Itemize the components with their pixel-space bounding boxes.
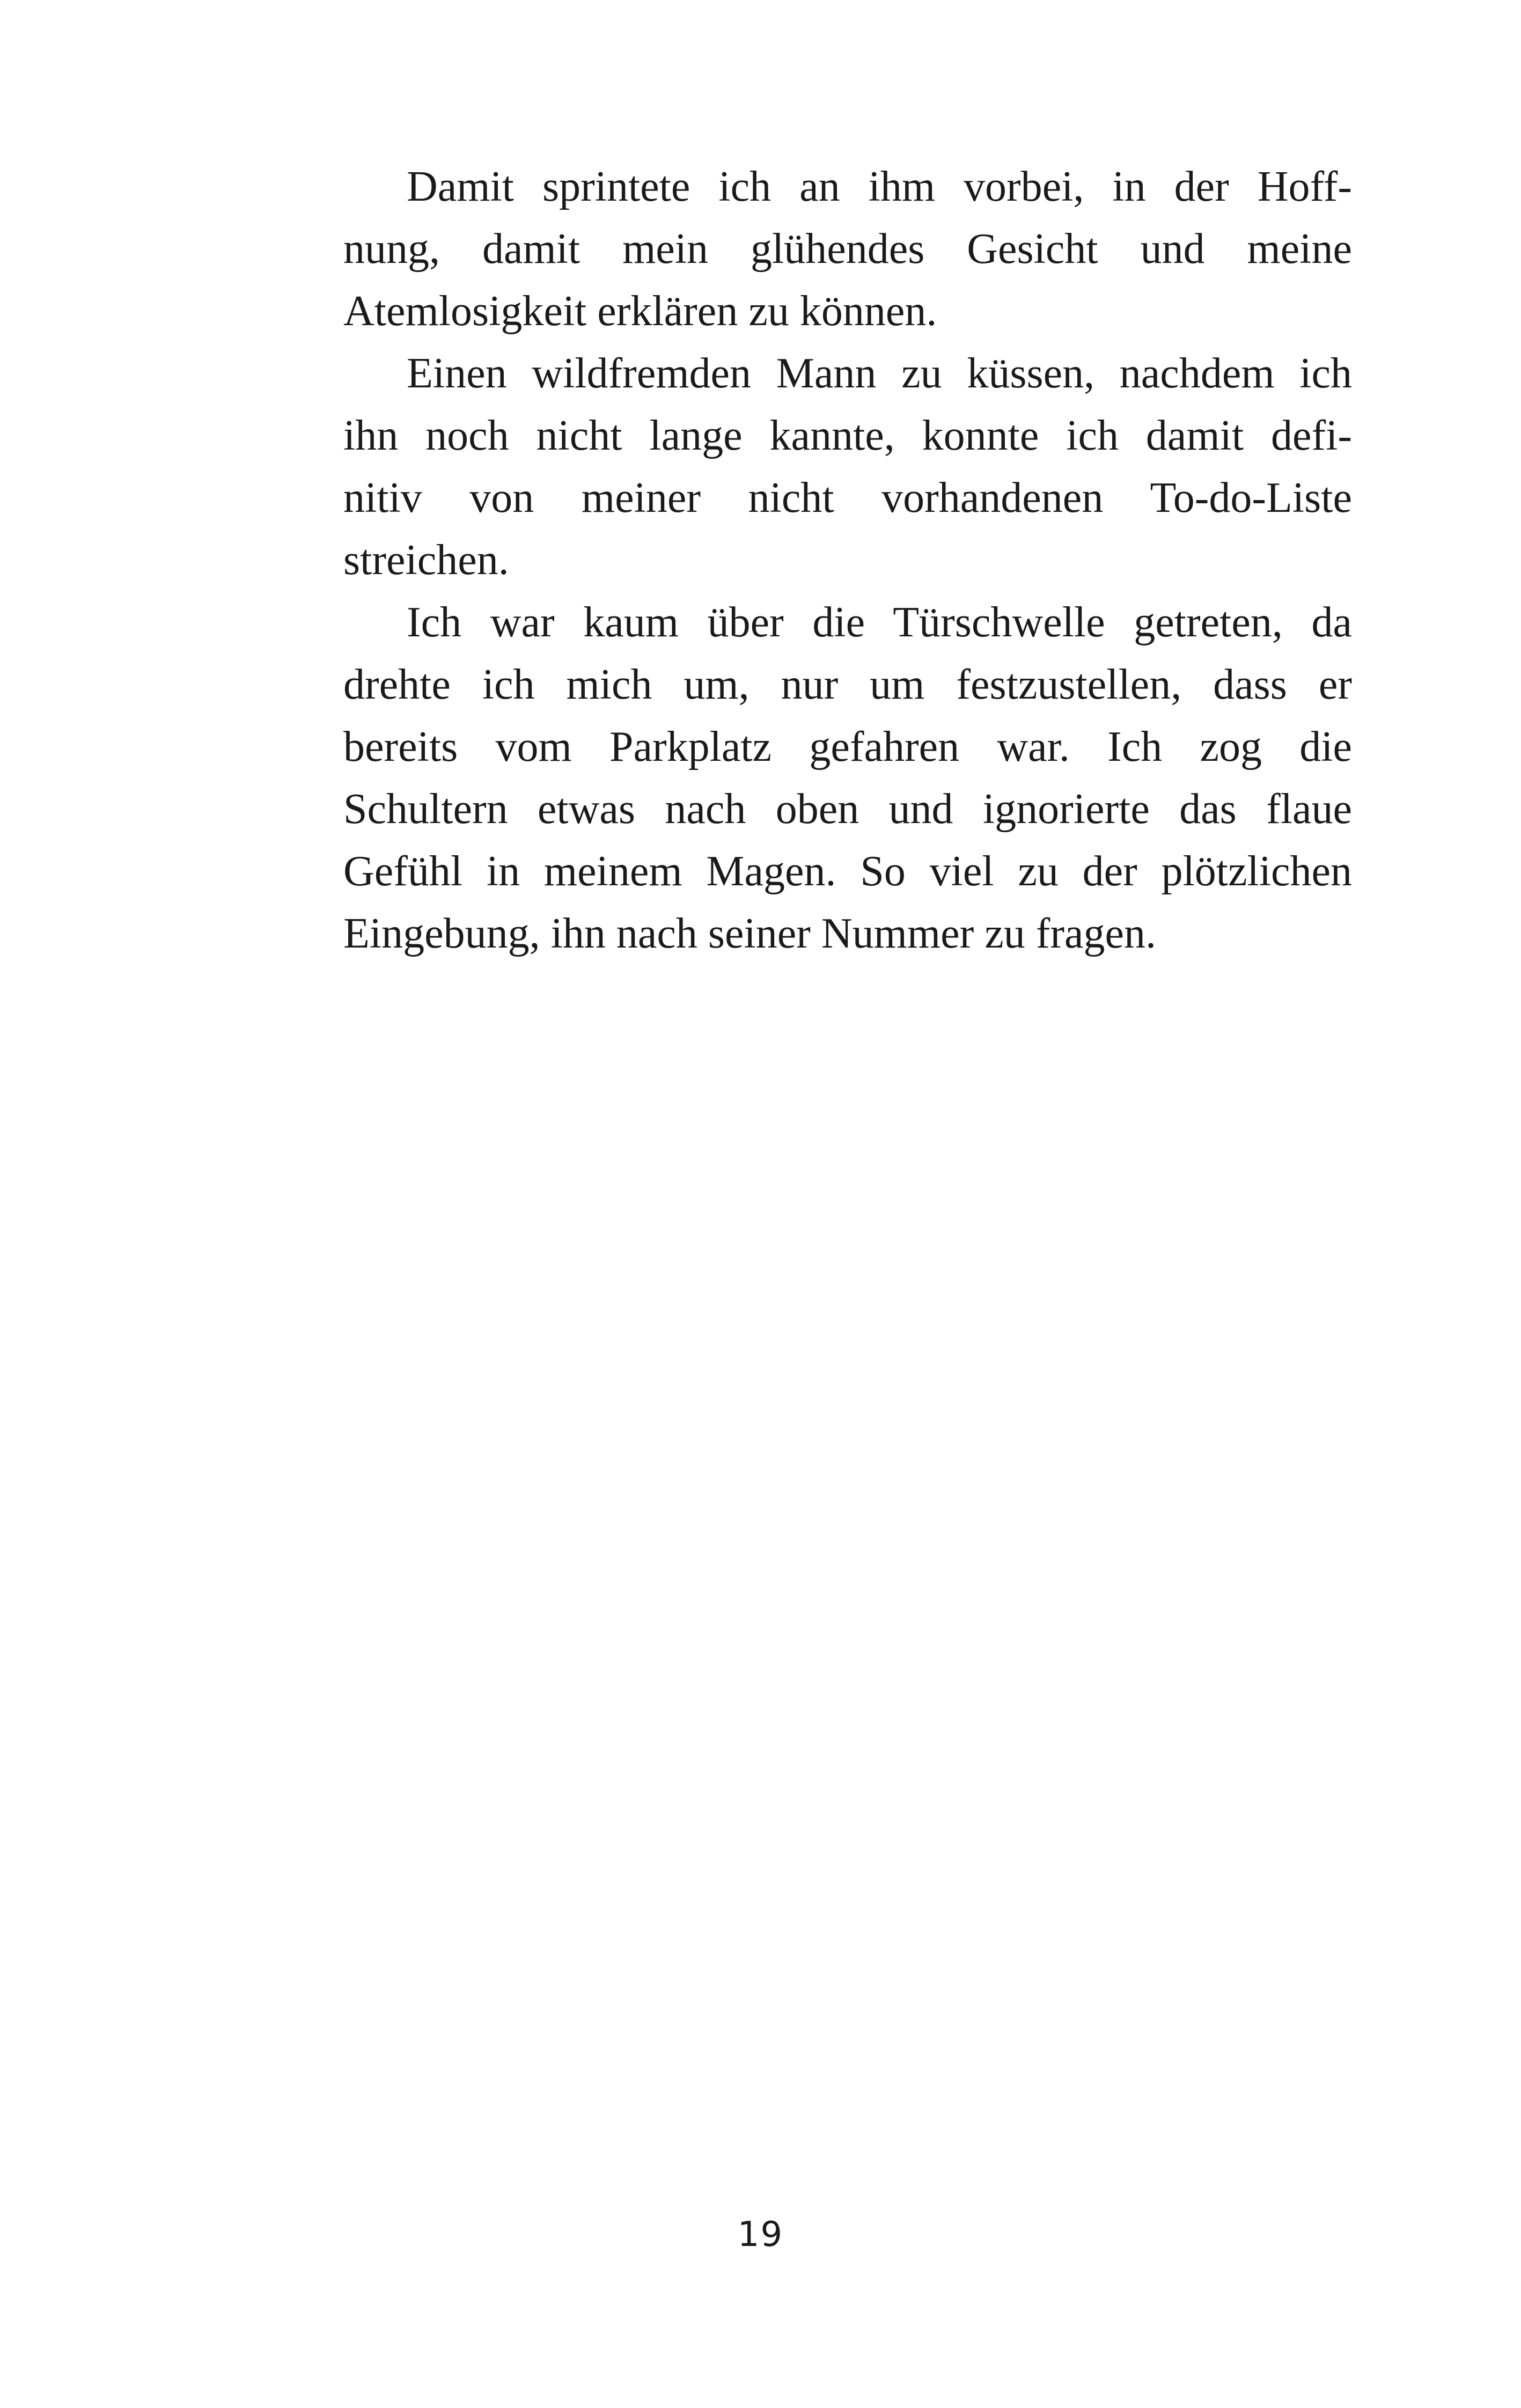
body-text xyxy=(343,156,1352,965)
text-line: Gefühl in meinem Magen. So viel zu der plötzlichen xyxy=(343,848,1352,895)
text-line: Eingebung, ihn nach seiner Nummer zu fragen. xyxy=(343,910,1157,957)
text-line: bereits vom Parkplatz gefahren war. Ich zog die xyxy=(343,723,1352,770)
text-line: streichen. xyxy=(343,537,509,584)
text-line: Atemlosigkeit erklären zu können. xyxy=(343,288,937,335)
page-number: 19 xyxy=(737,2215,784,2255)
text-line: nitiv von meiner nicht vorhandenen To-do-Liste xyxy=(343,474,1352,522)
text-line: drehte ich mich um, nur um festzustellen, dass er xyxy=(343,661,1352,708)
paragraph xyxy=(343,342,1352,591)
text-line: Damit sprintete ich an ihm vorbei, in der Hoff- xyxy=(407,163,1352,210)
text-line: Ich war kaum über die Türschwelle getreten, da xyxy=(407,599,1352,646)
text-line: nung, damit mein glühendes Gesicht und meine xyxy=(343,225,1352,273)
paragraph xyxy=(343,591,1352,965)
text-line: Schultern etwas nach oben und ignorierte das flaue xyxy=(343,785,1352,833)
text-line: Einen wildfremden Mann zu küssen, nachdem ich xyxy=(407,350,1352,397)
text-line: ihn noch nicht lange kannte, konnte ich damit defi- xyxy=(343,412,1352,459)
paragraph xyxy=(343,156,1352,342)
